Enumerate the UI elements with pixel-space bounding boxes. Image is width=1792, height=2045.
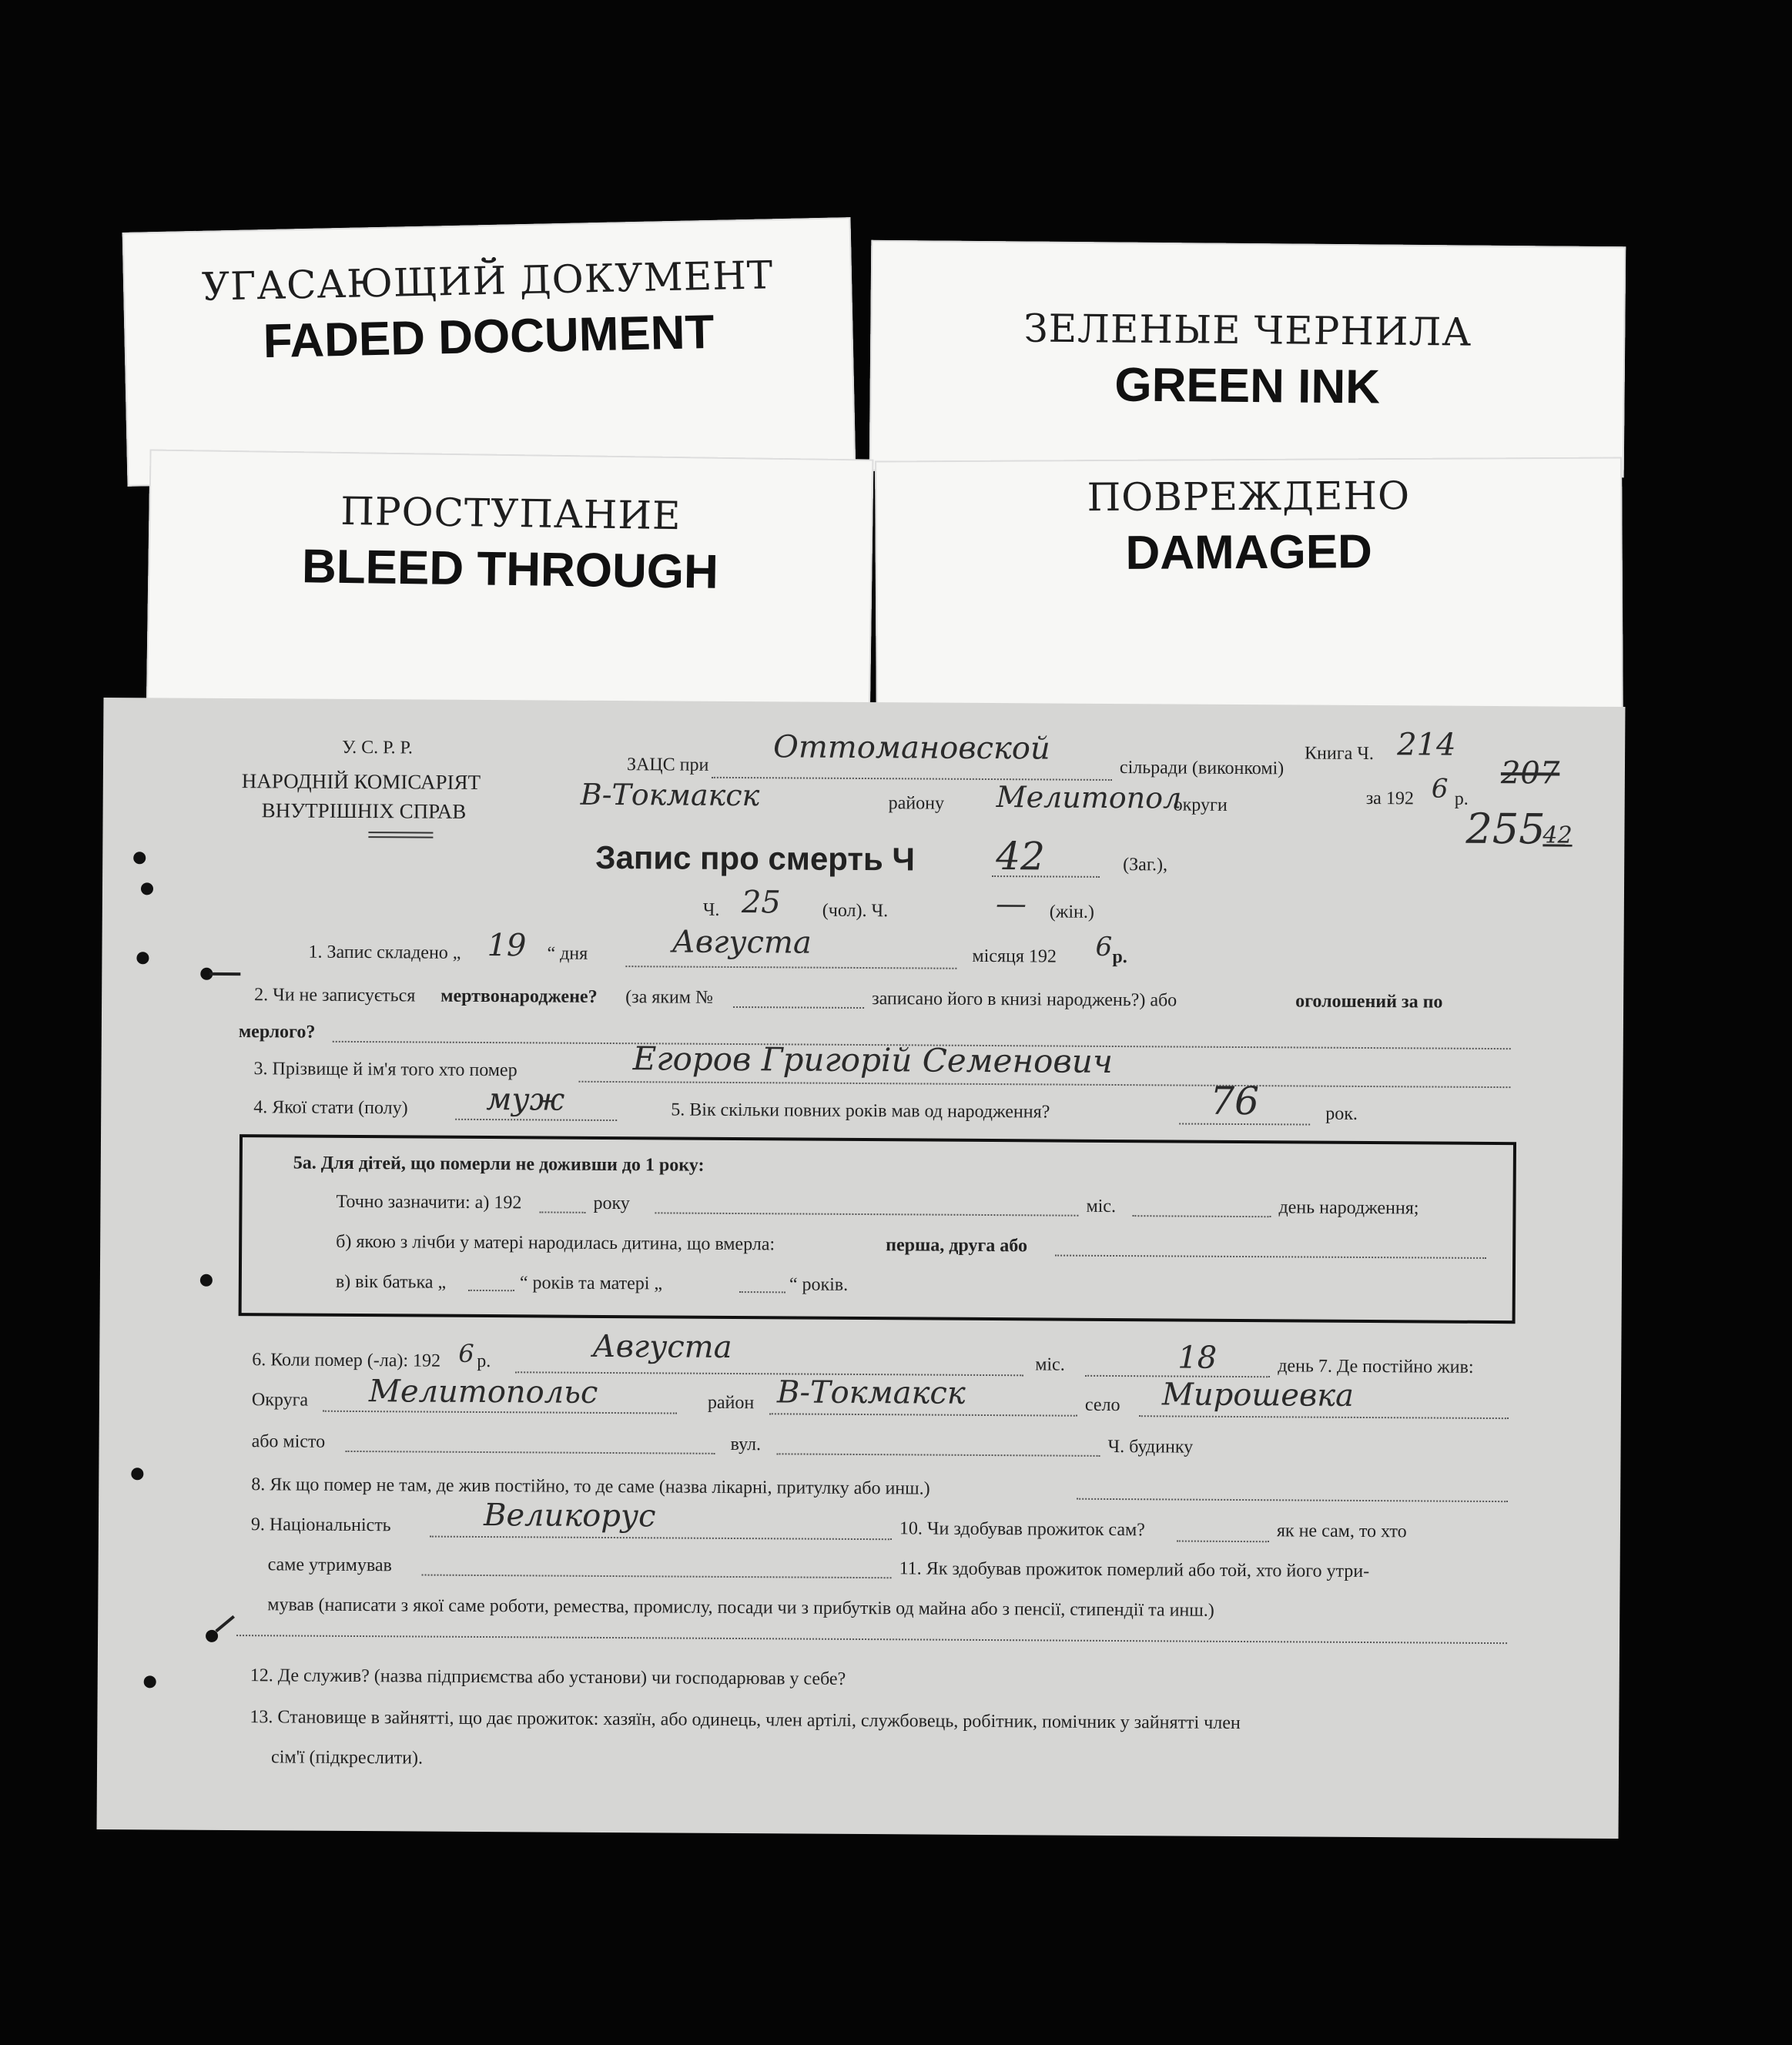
item-5a-year: року — [593, 1193, 630, 1214]
item-5a-line-3: в) вік батька „ — [335, 1271, 447, 1293]
item-1-month-label: місяця 192 — [972, 946, 1057, 967]
fill-line — [468, 1290, 514, 1291]
item-9-label: 9. Національність — [250, 1515, 391, 1536]
okruha-residence-label: Округа — [251, 1390, 309, 1411]
binding-hole — [136, 952, 149, 964]
selrada-label: сільради (виконкомі) — [1119, 758, 1285, 779]
corner-sub-number: 42 — [1542, 822, 1573, 849]
selo-residence: Мирошевка — [1161, 1377, 1355, 1414]
item-5a-line-2: б) якою з лічби у матері народилась дитина, що вмерла: — [336, 1231, 775, 1255]
house-label: Ч. будинку — [1107, 1436, 1194, 1458]
selrada-name: Оттомановской — [772, 729, 1050, 767]
item-2-continued: мерлого? — [238, 1022, 316, 1043]
fill-line — [422, 1575, 892, 1579]
fill-line — [769, 1413, 1077, 1416]
item-11-label: 11. Як здобував прожиток померлий або той, хто його утри- — [899, 1558, 1370, 1582]
fill-line — [733, 1006, 864, 1009]
corner-struck-number: 207 — [1500, 755, 1560, 792]
book-number: 214 — [1397, 727, 1456, 763]
item-6-year-suffix: р. — [477, 1351, 491, 1372]
item-5a-title: 5а. Для дітей, що померли не доживши до 1 року: — [293, 1153, 705, 1176]
binding-hole — [144, 1675, 156, 1688]
female-number: — — [995, 886, 1027, 922]
item-7-label: день 7. Де постійно жив: — [1278, 1356, 1474, 1377]
okruha-residence: Мелитопольс — [368, 1374, 598, 1411]
fill-line — [1179, 1123, 1310, 1126]
tear-mark — [215, 1615, 235, 1632]
fill-line — [346, 1451, 715, 1454]
year-label: за 192 — [1365, 788, 1414, 809]
header-rule — [368, 832, 433, 838]
item-10-label: 10. Чи здобував прожиток сам? — [899, 1518, 1145, 1541]
item-2-stillborn: мертвонароджене? — [440, 986, 598, 1007]
damaged-card — [875, 457, 1623, 738]
card-label-en: DAMAGED — [1125, 525, 1373, 580]
bleed-through-card — [146, 449, 874, 736]
faded-document-card — [122, 217, 856, 487]
fill-line — [323, 1411, 677, 1414]
age-value: 76 — [1210, 1078, 1260, 1124]
fill-line — [455, 1119, 617, 1121]
green-ink-card — [869, 240, 1626, 478]
item-2-declared: оголошений за по — [1295, 991, 1443, 1012]
ch-label: Ч. — [702, 899, 720, 920]
item-5a-month: міс. — [1086, 1196, 1117, 1217]
fill-line — [625, 966, 956, 969]
supported-by-label: саме утримував — [267, 1555, 392, 1576]
item-5-unit: рок. — [1325, 1103, 1358, 1124]
fill-line — [1139, 1415, 1509, 1419]
item-1-day-label: “ дня — [547, 943, 588, 964]
card-label-ru: ЗЕЛЕНЫЕ ЧЕРНИЛА — [1023, 306, 1472, 355]
year-digit: 6 — [1431, 773, 1449, 805]
chol-label: (чол). Ч. — [822, 900, 889, 922]
fill-line — [236, 1635, 1507, 1644]
okruha-name: Мелитопол — [996, 780, 1182, 815]
death-year-digit: 6 — [458, 1338, 474, 1368]
item-4-label: 4. Якої стати (полу) — [253, 1097, 408, 1119]
okruha-label: округи — [1173, 795, 1228, 815]
item-2-birth-book: записано його в книзі народжень?) або — [872, 989, 1177, 1011]
card-label-ru: УГАСАЮЩИЙ ДОКУМЕНТ — [201, 253, 774, 310]
fill-line — [777, 1453, 1100, 1457]
nationality-value: Великорус — [483, 1498, 656, 1535]
raion-label: району — [888, 793, 945, 814]
fill-line — [1177, 1541, 1269, 1543]
item-8-label: 8. Як що помер не там, де жив постійно, то де саме (назва лікарні, притулку або инш.) — [251, 1474, 930, 1499]
binding-hole — [131, 1468, 143, 1480]
item-1-year-suffix: р. — [1112, 946, 1127, 968]
death-record-form — [97, 698, 1626, 1839]
item-2-label: 2. Чи не записується — [254, 985, 416, 1006]
binding-hole — [141, 882, 153, 895]
binding-hole — [200, 1274, 213, 1287]
item-5-label: 5. Вік скільки повних років мав од народження? — [671, 1099, 1050, 1123]
fill-line — [539, 1211, 585, 1213]
death-day: 18 — [1177, 1340, 1218, 1376]
zhin-label: (жін.) — [1049, 902, 1094, 922]
selo-residence-label: село — [1084, 1394, 1120, 1416]
corner-number: 255 — [1465, 804, 1546, 854]
commissariat-line-2: ВНУТРІШНІХ СПРАВ — [261, 798, 467, 823]
ussr-header: У. С. Р. Р. — [342, 737, 413, 758]
tear-mark — [209, 972, 240, 976]
raion-residence-label: район — [707, 1392, 755, 1414]
registration-year-digit: 6 — [1095, 931, 1113, 962]
book-label: Книга Ч. — [1305, 743, 1374, 765]
item-5a-mother: “ років та матері „ — [519, 1273, 663, 1294]
item-2-number-label: (за яким № — [625, 987, 713, 1008]
street-label: вул. — [730, 1434, 762, 1455]
fill-line — [739, 1291, 785, 1293]
fill-line — [578, 1081, 1510, 1088]
item-13-continued: сім'ї (підкреслити). — [271, 1747, 424, 1769]
zag-label: (Заг.), — [1123, 855, 1168, 875]
item-10-who: як не сам, то хто — [1276, 1521, 1407, 1542]
item-6-month-label: міс. — [1035, 1354, 1065, 1375]
card-label-en: FADED DOCUMENT — [263, 305, 715, 369]
registration-day: 19 — [487, 928, 527, 964]
fill-line — [430, 1536, 892, 1541]
item-1-label: 1. Запис складено „ — [308, 942, 461, 963]
page-title: Запис про смерть Ч — [595, 838, 916, 878]
item-6-label: 6. Коли помер (-ла): 192 — [252, 1350, 441, 1371]
raion-name: В-Токмакск — [580, 777, 760, 813]
item-12-label: 12. Де служив? (назва підприємства або установи) чи господарював у себе? — [250, 1665, 846, 1689]
card-label-en: GREEN INK — [1114, 358, 1381, 414]
sex-value: муж — [486, 1082, 565, 1118]
raion-residence: В-Токмакск — [776, 1374, 966, 1411]
item-11-continued: мував (написати з якої саме роботи, ремества, промислу, посади чи з прибутків од майна або з пенсії, стипендії та инш.) — [267, 1595, 1214, 1621]
zags-prefix: ЗАЦС при — [626, 755, 709, 775]
year-suffix: р. — [1454, 788, 1469, 809]
death-month: Августа — [592, 1328, 732, 1365]
card-label-ru: ПОВРЕЖДЕНО — [1087, 473, 1411, 520]
male-number: 25 — [741, 885, 781, 921]
item-5a-day: день народження; — [1278, 1197, 1419, 1219]
record-number: 42 — [996, 834, 1046, 879]
item-3-label: 3. Прізвище й ім'я того хто помер — [253, 1059, 518, 1081]
city-label: або місто — [251, 1431, 326, 1452]
item-5a-line-1: Точно зазначити: а) 192 — [336, 1191, 522, 1213]
item-13-label: 13. Становище в зайнятті, що дає прожиток: хазяїн, або одинець, член артілі, службовець, робітник, помічник у зайнятті член — [250, 1707, 1241, 1734]
registration-month: Августа — [672, 924, 812, 961]
commissariat-line-1: НАРОДНІЙ КОМІСАРІЯТ — [241, 769, 481, 794]
item-5a-order: перша, друга або — [886, 1235, 1028, 1257]
fill-line — [1077, 1498, 1508, 1502]
item-5a-years: “ років. — [789, 1274, 849, 1295]
binding-hole — [133, 852, 146, 864]
deceased-name: Егоров Григорій Семенович — [632, 1039, 1114, 1080]
card-label-ru: ПРОСТУПАНИЕ — [340, 488, 682, 539]
card-label-en: BLEED THROUGH — [301, 540, 719, 599]
